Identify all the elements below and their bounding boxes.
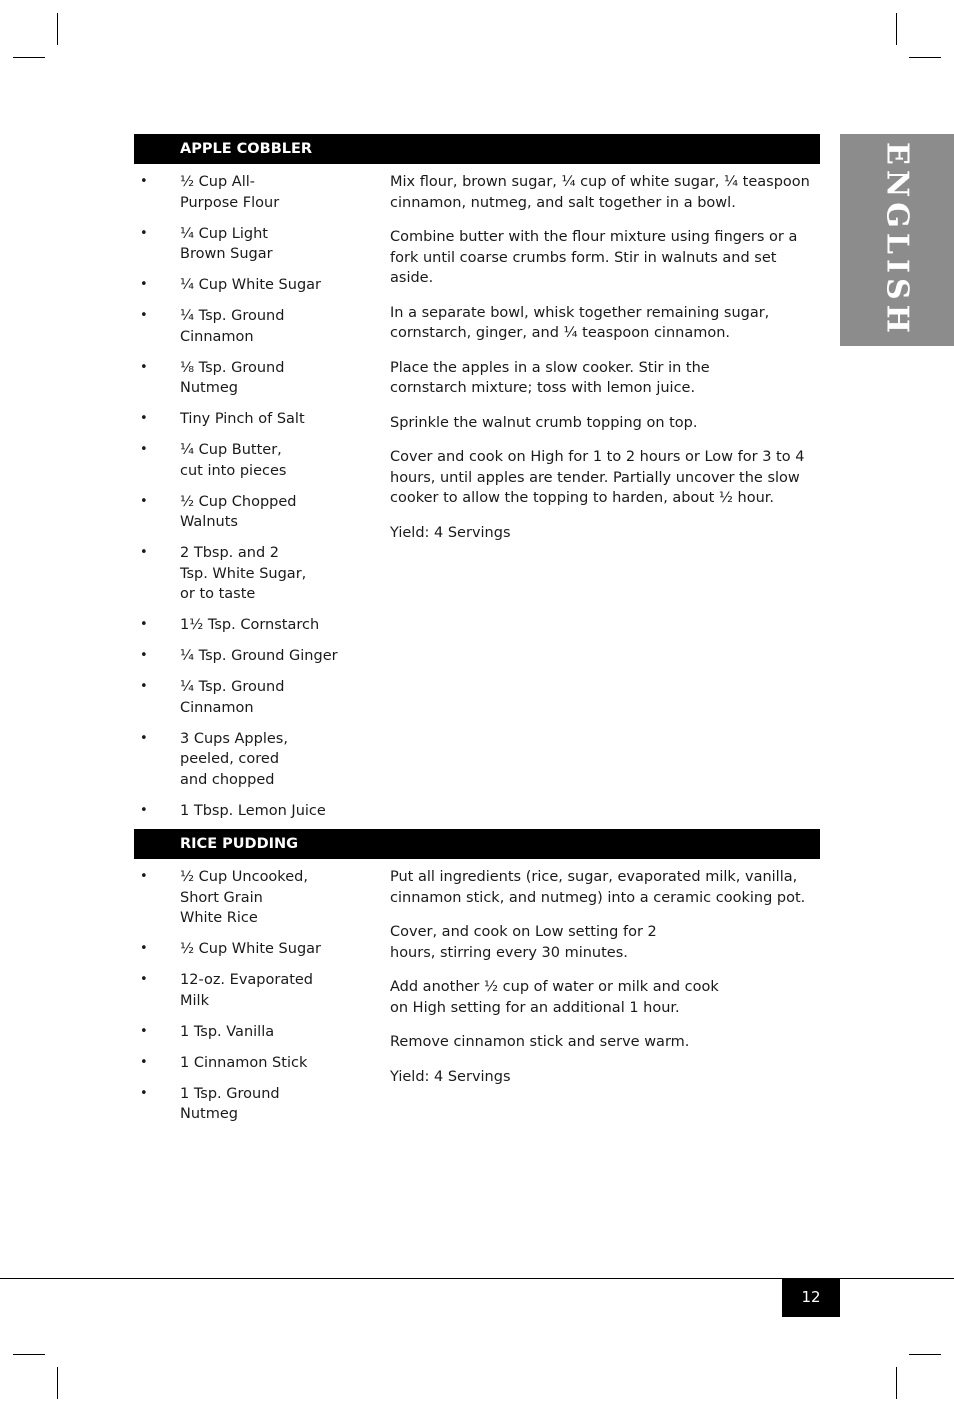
ingredient-item: • 12-oz. Evaporated Milk (134, 970, 364, 1011)
ingredient-item: • ⅛ Tsp. Ground Nutmeg (134, 358, 364, 399)
recipe-rice-pudding (134, 829, 820, 1149)
ingredient-item: • 2 Tbsp. and 2 Tsp. White Sugar, or to taste (134, 543, 364, 605)
instruction-step: Place the apples in a slow cooker. Stir in the cornstarch mixture; toss with lemon juice. (390, 359, 710, 396)
crop-mark (13, 57, 45, 58)
recipe-apple-cobbler (134, 134, 820, 824)
instruction-step: Put all ingredients (rice, sugar, evaporated milk, vanilla, cinnamon stick, and nutmeg) into a ceramic cooking pot. (390, 869, 806, 906)
crop-mark (57, 1367, 58, 1399)
instruction-step: In a separate bowl, whisk together remaining sugar, cornstarch, ginger, and ¼ teaspoon cinnamon. (390, 304, 770, 341)
ingredient-list (134, 172, 364, 832)
ingredient-item: • ¼ Cup Light Brown Sugar (134, 224, 364, 265)
instructions (390, 172, 820, 557)
yield-text: Yield: 4 Servings (390, 524, 511, 541)
instruction-step: Cover, and cook on Low setting for 2 hours, stirring every 30 minutes. (390, 924, 657, 961)
ingredient-item: • ¼ Cup White Sugar (134, 275, 364, 296)
instruction-step: Sprinkle the walnut crumb topping on top. (390, 414, 698, 431)
instruction-step: Mix flour, brown sugar, ¼ cup of white sugar, ¼ teaspoon cinnamon, nutmeg, and salt together in a bowl. (390, 174, 810, 211)
crop-mark (896, 1367, 897, 1399)
ingredient-item: • ¼ Tsp. Ground Ginger (134, 646, 364, 667)
language-tab (840, 134, 954, 346)
ingredient-list (134, 867, 364, 1135)
instruction-step: Cover and cook on High for 1 to 2 hours or Low for 3 to 4 hours, until apples are tender. Partially uncover the slow cooker to allow the topping to harden, about ½ hour. (390, 449, 805, 506)
ingredient-item: • 1 Tsp. Ground Nutmeg (134, 1084, 364, 1125)
instruction-step: Combine butter with the flour mixture using fingers or a fork until coarse crumbs form. Stir in walnuts and set aside. (390, 229, 798, 286)
crop-mark (896, 13, 897, 45)
ingredient-item: • ½ Cup All- Purpose Flour (134, 172, 364, 213)
crop-mark (13, 1354, 45, 1355)
ingredient-item: • ¼ Cup Butter, cut into pieces (134, 440, 364, 481)
ingredient-item: • ½ Cup Uncooked, Short Grain White Rice (134, 867, 364, 929)
ingredient-item: • ½ Cup White Sugar (134, 939, 364, 960)
instruction-step: Add another ½ cup of water or milk and cook on High setting for an additional 1 hour. (390, 979, 719, 1016)
instruction-step: Remove cinnamon stick and serve warm. (390, 1034, 690, 1050)
language-tab-label: ENGLISH (879, 141, 915, 339)
ingredient-item: • Tiny Pinch of Salt (134, 409, 364, 430)
page-number: 12 (782, 1278, 840, 1317)
crop-mark (909, 1354, 941, 1355)
recipe-title: RICE PUDDING (134, 829, 820, 859)
crop-mark (57, 13, 58, 45)
crop-mark (909, 57, 941, 58)
ingredient-item: • 1 Tbsp. Lemon Juice (134, 801, 364, 822)
ingredient-item: • 3 Cups Apples, peeled, cored and chopped (134, 729, 364, 791)
ingredient-item: • ½ Cup Chopped Walnuts (134, 492, 364, 533)
ingredient-item: • 1 Tsp. Vanilla (134, 1022, 364, 1043)
ingredient-item: • 1 Cinnamon Stick (134, 1053, 364, 1074)
recipe-title: APPLE COBBLER (134, 134, 820, 164)
ingredient-item: • 1½ Tsp. Cornstarch (134, 615, 364, 636)
ingredient-item: • ¼ Tsp. Ground Cinnamon (134, 306, 364, 347)
ingredient-item: • ¼ Tsp. Ground Cinnamon (134, 677, 364, 718)
yield-text: Yield: 4 Servings (390, 1068, 511, 1085)
instructions (390, 867, 820, 1101)
